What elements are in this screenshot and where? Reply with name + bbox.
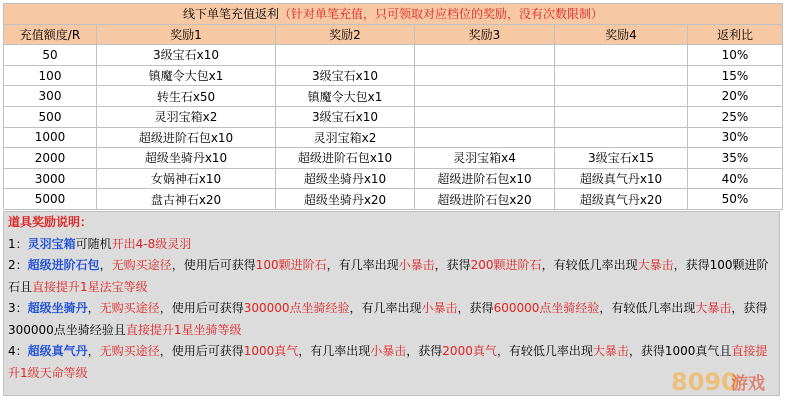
note-highlight: 大暴击 bbox=[592, 344, 629, 358]
item-notes-panel bbox=[3, 211, 780, 396]
note-highlight: 直接提升1级天命等级 bbox=[8, 344, 768, 380]
note-text: ，有几率出现 bbox=[326, 258, 399, 272]
table-cell: 转生石x50 bbox=[97, 86, 276, 107]
table-cell: 超级进阶石包x20 bbox=[415, 189, 555, 210]
note-text: ，有较低几率出现 bbox=[599, 301, 696, 315]
col-header-amount: 充值额度/R bbox=[4, 24, 97, 45]
table-cell: 灵羽宝箱x2 bbox=[97, 106, 276, 127]
table-cell: 镇魔令大包x1 bbox=[276, 86, 415, 107]
note-highlight: 2000真气 bbox=[442, 344, 497, 358]
table-row bbox=[4, 86, 783, 107]
col-header-reward4: 奖励4 bbox=[555, 24, 688, 45]
note-highlight: 无购买途径 bbox=[111, 258, 172, 272]
note-highlight: 1000真气 bbox=[243, 344, 299, 358]
table-cell: 灵羽宝箱x4 bbox=[415, 148, 555, 169]
note-text: ，有几率出现 bbox=[349, 301, 422, 315]
table-cell: 3级宝石x10 bbox=[97, 45, 276, 66]
notes-heading: 道具奖励说明： bbox=[8, 215, 93, 229]
table-row bbox=[4, 106, 783, 127]
note-highlight: 600000点坐骑经验 bbox=[493, 301, 600, 315]
watermark-text: 游戏 bbox=[731, 374, 765, 394]
note-number: 2： bbox=[8, 258, 28, 272]
note-text: ，获得 bbox=[434, 258, 471, 272]
note-highlight: 大暴击 bbox=[695, 301, 732, 315]
table-cell: 5000 bbox=[4, 189, 97, 210]
rebate-table bbox=[3, 3, 783, 210]
table-cell bbox=[555, 86, 688, 107]
table-cell: 20% bbox=[688, 86, 783, 107]
table-row bbox=[4, 45, 783, 66]
table-cell bbox=[555, 65, 688, 86]
note-item: 超级进阶石包 bbox=[27, 258, 100, 272]
note-3 bbox=[8, 298, 775, 341]
table-cell: 超级进阶石包x10 bbox=[415, 168, 555, 189]
note-text: ，获得100颗进阶石且 bbox=[8, 258, 769, 294]
note-4 bbox=[8, 341, 775, 384]
table-cell bbox=[555, 45, 688, 66]
table-cell: 超级坐骑丹x10 bbox=[276, 168, 415, 189]
note-highlight: 无购买途径 bbox=[99, 301, 160, 315]
table-cell: 超级进阶石包x10 bbox=[276, 148, 415, 169]
table-cell: 灵羽宝箱x2 bbox=[276, 127, 415, 148]
table-cell: 25% bbox=[688, 106, 783, 127]
note-text: ，获得 bbox=[406, 344, 443, 358]
note-highlight: 无购买途径 bbox=[99, 344, 160, 358]
note-highlight: 小暴击 bbox=[398, 258, 435, 272]
column-header-row bbox=[4, 24, 783, 45]
table-cell: 50 bbox=[4, 45, 97, 66]
table-cell: 镇魔令大包x1 bbox=[97, 65, 276, 86]
table-cell: 盘古神石x20 bbox=[97, 189, 276, 210]
note-highlight: 100颗进阶石 bbox=[255, 258, 327, 272]
table-cell: 10% bbox=[688, 45, 783, 66]
note-highlight: 直接提升1星坐骑等级 bbox=[125, 322, 242, 337]
note-item: 超级真气丹 bbox=[27, 344, 88, 358]
table-cell: 超级坐骑丹x20 bbox=[276, 189, 415, 210]
note-highlight: 小暴击 bbox=[421, 301, 458, 315]
note-highlight: 开出4-8级灵羽 bbox=[111, 236, 192, 251]
col-header-reward3: 奖励3 bbox=[415, 24, 555, 45]
table-cell: 2000 bbox=[4, 148, 97, 169]
table-cell bbox=[415, 45, 555, 66]
table-cell: 3级宝石x10 bbox=[276, 106, 415, 127]
table-cell: 35% bbox=[688, 148, 783, 169]
table-cell: 40% bbox=[688, 168, 783, 189]
note-highlight: 大暴击 bbox=[637, 258, 674, 272]
note-number: 3： bbox=[8, 301, 28, 315]
watermark-logo bbox=[669, 362, 779, 398]
table-cell: 超级坐骑丹x10 bbox=[97, 148, 276, 169]
note-text: ，获得1000真气且 bbox=[628, 344, 732, 358]
note-highlight: 小暴击 bbox=[370, 344, 407, 358]
note-text: ，有较低几率出现 bbox=[541, 258, 638, 272]
table-cell: 超级真气丹x10 bbox=[555, 168, 688, 189]
table-cell: 3000 bbox=[4, 168, 97, 189]
table-cell bbox=[555, 127, 688, 148]
col-header-reward2: 奖励2 bbox=[276, 24, 415, 45]
table-row bbox=[4, 168, 783, 189]
watermark-digits: 8090 bbox=[671, 368, 738, 396]
note-text: ，有几率出现 bbox=[298, 344, 371, 358]
note-text: ，使用后可获得 bbox=[159, 301, 244, 315]
note-highlight: 300000点坐骑经验 bbox=[243, 301, 350, 315]
note-text: ， bbox=[87, 301, 100, 315]
note-item: 超级坐骑丹 bbox=[27, 301, 88, 315]
note-text: ，获得 bbox=[457, 301, 494, 315]
table-body bbox=[4, 45, 783, 210]
table-cell: 超级进阶石包x10 bbox=[97, 127, 276, 148]
table-cell: 1000 bbox=[4, 127, 97, 148]
table-cell bbox=[415, 86, 555, 107]
note-highlight: 200颗进阶石 bbox=[470, 258, 542, 272]
table-title-row bbox=[4, 4, 783, 25]
title-main: 线下单笔充值返利 bbox=[182, 7, 279, 22]
table-cell: 300 bbox=[4, 86, 97, 107]
table-cell bbox=[415, 65, 555, 86]
table-cell: 50% bbox=[688, 189, 783, 210]
table-cell bbox=[415, 127, 555, 148]
table-cell: 超级真气丹x20 bbox=[555, 189, 688, 210]
note-highlight: 直接提升1星法宝等级 bbox=[32, 279, 148, 294]
table-cell: 30% bbox=[688, 127, 783, 148]
note-number: 1： bbox=[8, 236, 28, 251]
table-cell bbox=[415, 106, 555, 127]
col-header-reward1: 奖励1 bbox=[97, 24, 276, 45]
note-text: ，获得300000点坐骑经验且 bbox=[8, 301, 768, 337]
table-row bbox=[4, 65, 783, 86]
table-cell bbox=[276, 45, 415, 66]
note-item: 灵羽宝箱 bbox=[27, 236, 76, 251]
note-text: ， bbox=[87, 344, 100, 358]
note-text: ，使用后可获得 bbox=[159, 344, 244, 358]
note-text: ， bbox=[99, 258, 112, 272]
note-number: 4： bbox=[8, 344, 28, 358]
note-2 bbox=[8, 255, 775, 298]
table-cell bbox=[555, 106, 688, 127]
table-cell: 15% bbox=[688, 65, 783, 86]
table-title bbox=[4, 4, 783, 25]
table-row bbox=[4, 148, 783, 169]
table-cell: 500 bbox=[4, 106, 97, 127]
table-cell: 3级宝石x15 bbox=[555, 148, 688, 169]
title-note: （针对单笔充值，只可领取对应档位的奖励，没有次数限制） bbox=[279, 7, 604, 22]
note-text: ，使用后可获得 bbox=[171, 258, 256, 272]
table-cell: 女娲神石x10 bbox=[97, 168, 276, 189]
note-text: 可随机 bbox=[75, 236, 112, 251]
col-header-rebate: 返利比 bbox=[688, 24, 783, 45]
note-text: ，有较低几率出现 bbox=[496, 344, 593, 358]
table-cell: 100 bbox=[4, 65, 97, 86]
note-1 bbox=[8, 234, 775, 256]
table-row bbox=[4, 189, 783, 210]
table-row bbox=[4, 127, 783, 148]
table-cell: 3级宝石x10 bbox=[276, 65, 415, 86]
